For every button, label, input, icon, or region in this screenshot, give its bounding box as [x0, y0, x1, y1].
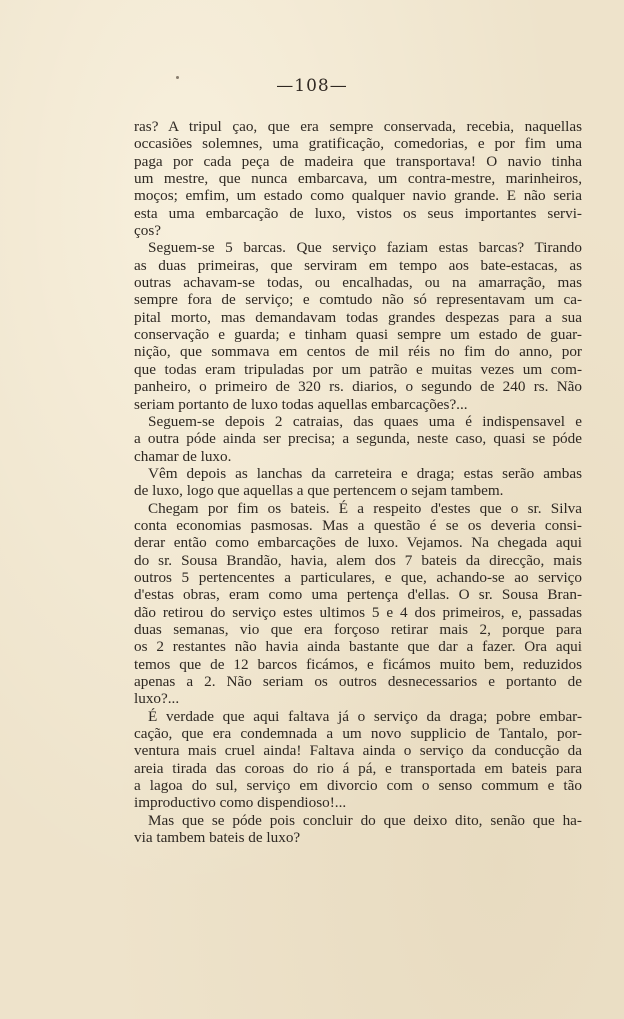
- text-line: as duas primeiras, que serviram em tempo aos bate-estacas, as: [134, 256, 582, 274]
- text-line: chamar de luxo.: [134, 447, 232, 465]
- text-line: moços; emfim, um estado como qualquer navio grande. E não seria: [134, 187, 582, 205]
- text-line: pital morto, mas demandavam todas grandes despezas para a sua: [134, 308, 582, 326]
- text-line: outros 5 pertencentes a particulares, e que, achando-se ao serviço: [134, 568, 582, 586]
- text-line: ras? A tripul çao, que era sempre conservada, recebia, naquellas: [134, 118, 582, 135]
- paragraph: [134, 812, 582, 847]
- text-line: sempre fora de serviço; e comtudo não só representavam um ca-: [134, 291, 582, 309]
- text-line: apenas a 2. Não seriam os outros desnecessarios e portanto de: [134, 673, 582, 690]
- text-line: Chegam por fim os bateis. É a respeito d'estes que o sr. Silva: [148, 499, 582, 517]
- text-line: improductivo como dispendioso!...: [134, 794, 347, 812]
- text-line: d'estas obras, eram como uma pertença d'ellas. O sr. Sousa Bran-: [134, 586, 582, 604]
- paragraph: [134, 500, 582, 708]
- text-line: É verdade que aqui faltava já o serviço da draga; pobre embar-: [148, 707, 582, 725]
- text-line: derar então como embarcações de luxo. Vejamos. Na chegada aqui: [134, 534, 582, 552]
- text-line: outras achavam-se todas, ou encalhadas, ou na amarração, mas: [134, 274, 582, 292]
- paragraph: [134, 413, 582, 465]
- page-number: —108—: [276, 76, 348, 96]
- text-line: Vêm depois as lanchas da carreteira e draga; estas serão ambas: [148, 464, 582, 482]
- text-line: cação, que era condemnada a um novo supplicio de Tantalo, por-: [134, 725, 582, 743]
- text-line: os 2 restantes não havia ainda bastante que dar a fazer. Ora aqui: [134, 638, 582, 656]
- text-line: Seguem-se 5 barcas. Que serviço faziam estas barcas? Tirando: [148, 239, 582, 257]
- text-line: ventura mais cruel ainda! Faltava ainda o serviço da conducção da: [134, 742, 582, 760]
- body-text: [134, 118, 582, 846]
- text-line: via tambem bateis de luxo?: [134, 829, 301, 847]
- text-line: conta economias pasmosas. Mas a questão é se os deveria consi-: [134, 516, 582, 534]
- text-line: de luxo, logo que aquellas a que pertencem o sejam tambem.: [134, 482, 504, 500]
- paragraph: [134, 708, 582, 812]
- text-line: areia tirada das coroas do rio á pá, e transportada em bateis para: [134, 759, 582, 777]
- text-line: um mestre, que nunca embarcava, um contra-mestre, marinheiros,: [134, 170, 582, 188]
- text-line: a lagoa do sul, serviço em divorcio com o senso commum e tão: [134, 777, 582, 795]
- text-line: que todas eram tripuladas por um patrão e muitas vezes um com-: [134, 360, 582, 378]
- text-line: ços?: [134, 222, 161, 240]
- text-line: do sr. Sousa Brandão, havia, alem dos 7 bateis da direcção, mais: [134, 551, 582, 569]
- text-line: paga por cada peça de madeira que transportava! O navio tinha: [134, 152, 582, 170]
- text-line: luxo?...: [134, 690, 180, 708]
- text-line: temos que de 12 barcos ficámos, e ficámos muito bem, reduzidos: [134, 655, 582, 673]
- text-line: Seguem-se depois 2 catraias, das quaes uma é indispensavel e: [148, 412, 582, 430]
- text-line: conservação e guarda; e tinham quasi sempre um estado de guar-: [134, 326, 582, 344]
- text-line: nição, que sommava em centos de mil réis no fim do anno, por: [134, 343, 582, 361]
- text-line: occasiões solemnes, uma gratificação, comedorias, e por fim uma: [134, 135, 582, 153]
- text-line: esta uma embarcação de luxo, vistos os seus importantes servi-: [134, 204, 582, 222]
- paragraph: [134, 118, 582, 239]
- paragraph: [134, 465, 582, 500]
- text-line: seriam portanto de luxo todas aquellas embarcações?...: [134, 395, 468, 413]
- text-line: panheiro, o primeiro de 320 rs. diarios, o segundo de 240 rs. Não: [134, 378, 582, 396]
- text-line: dão retirou do serviço estes ultimos 5 e 4 dos primeiros, e, passadas: [134, 603, 582, 621]
- paragraph: [134, 239, 582, 412]
- text-line: Mas que se póde pois concluir do que deixo dito, senão que ha-: [148, 811, 582, 829]
- text-line: a outra póde ainda ser precisa; a segunda, neste caso, quasi se póde: [134, 430, 582, 448]
- text-line: duas semanas, vio que era forçoso retirar mais 2, porque para: [134, 620, 582, 638]
